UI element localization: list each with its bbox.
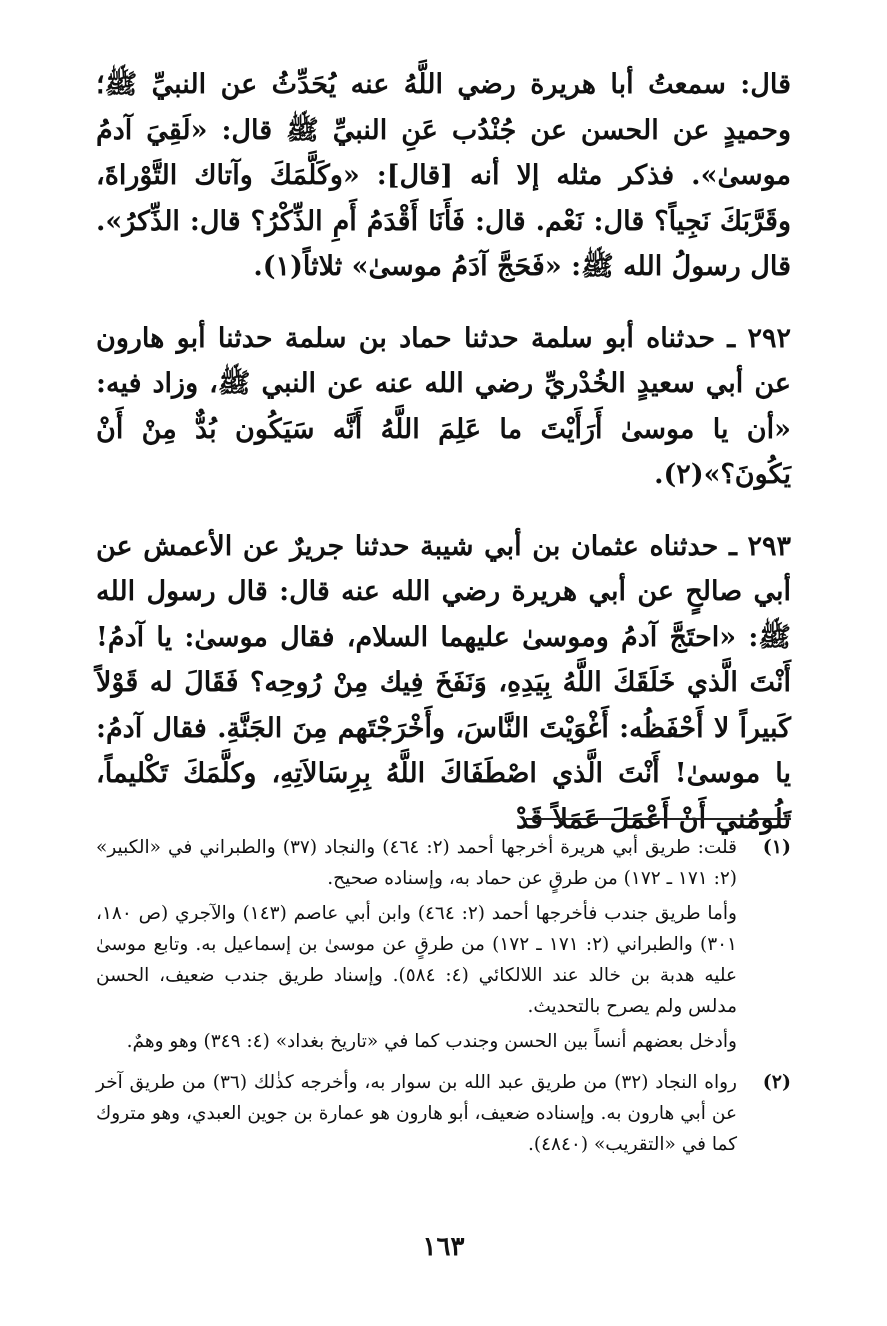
footnote-text: وأدخل بعضهم أنساً بين الحسن وجندب كما في «تاريخ بغداد» (٤: ٣٤٩) وهو وهمٌ. xyxy=(126,1031,737,1052)
footnote-1 xyxy=(96,832,791,1061)
footnote-body xyxy=(96,832,737,1061)
footnote-2 xyxy=(96,1067,791,1164)
hadith-paragraph-continuation: قال: سمعتُ أبا هريرة رضي اللَّهُ عنه يُحَدِّثُ عن النبيِّ ﷺ؛ وحميدٍ عن الحسن عن جُنْدُب عَنِ النبيِّ ﷺ قال: «لَقِيَ آدمُ موسىٰ». فذكر مثله إلا أنه [قال]: «وكَلَّمَكَ وآتاك التَّوْراةَ، وقَرَّبَكَ نَجِياً؟ قال: نَعْم. قال: فَأَنَا أَقْدَمُ أَمِ الذِّكْرُ؟ قال: الذِّكرُ». قال رسولُ الله ﷺ: «فَحَجَّ آدَمُ موسىٰ» ثلاثاً(١). xyxy=(96,69,791,282)
footnote-text: رواه النجاد (٣٢) من طريق عبد الله بن سوار به، وأخرجه كذٰلك (٣٦) من طريق آخر عن أبي هارون به. وإسناده ضعيف، أبو هارون هو عمارة بن جوين العبدي، وهو متروك كما في «التقريب» (٤٨٤٠). xyxy=(96,1072,737,1155)
footnotes xyxy=(96,832,791,1170)
hadith-paragraph-293: ٢٩٣ ـ حدثناه عثمان بن أبي شيبة حدثنا جريرٌ عن الأعمش عن أبي صالحٍ عن أبي هريرة رضي الله عنه قال: قال رسول الله ﷺ: «احتَجَّ آدمُ وموسىٰ عليهما السلام، فقال موسىٰ: يا آدمُ! أَنْتَ الَّذي خَلَقَكَ اللَّهُ بِيَدِهِ، وَنَفَخَ فِيك مِنْ رُوحِه؟ فَقَالَ له قَوْلاً كَبيراً لا أَحْفَظُه: أَغْوَيْتَ النَّاسَ، وأَخْرَجْتَهم مِنَ الجَنَّةِ. فقال آدمُ: يا موسىٰ! أَنْتَ الَّذي اصْطَفَاكَ اللَّهُ بِرِسَالاَتِهِ، وكلَّمَكَ تَكْليماً، تَلُومُني أَنْ أَعْمَلَ عَمَلاً قَدْ xyxy=(96,530,791,835)
footnote-text: قلت: طريق أبي هريرة أخرجها أحمد (٢: ٤٦٤) والنجاد (٣٧) والطبراني في «الكبير» (٢: ١٧١ ـ ١٧٢) من طرقٍ عن حماد به، وإسناده صحيح. xyxy=(96,837,737,889)
footnote-divider xyxy=(526,818,791,820)
main-text xyxy=(96,62,791,842)
footnote-text: وأما طريق جندب فأخرجها أحمد (٢: ٤٦٤) وابن أبي عاصم (١٤٣) والآجري (ص ١٨٠، ٣٠١) والطبراني (٢: ١٧١ ـ ١٧٢) من طرقٍ عن موسىٰ بن إسماعيل به. وتابع موسىٰ عليه هدبة بن خالد عند اللالكائي (٤: ٥٨٤). وإسناد طريق جندب ضعيف، الحسن مدلس ولم يصرح بالتحديث. xyxy=(96,903,737,1017)
footnote-number: (١) xyxy=(762,836,791,858)
hadith-paragraph-292: ٢٩٢ ـ حدثناه أبو سلمة حدثنا حماد بن سلمة حدثنا أبو هارون عن أبي سعيدٍ الخُدْريِّ رضي الله عنه عن النبي ﷺ، وزاد فيه: «أن يا موسىٰ أَرَأَيْتَ ما عَلِمَ اللَّهُ أَنَّه سَيَكُون بُدٌّ مِنْ أَنْ يَكُونَ؟»(٢). xyxy=(96,322,791,490)
page-number: ١٦٣ xyxy=(422,1232,465,1262)
footnote-body xyxy=(96,1067,737,1164)
footnote-number: (٢) xyxy=(762,1071,791,1093)
